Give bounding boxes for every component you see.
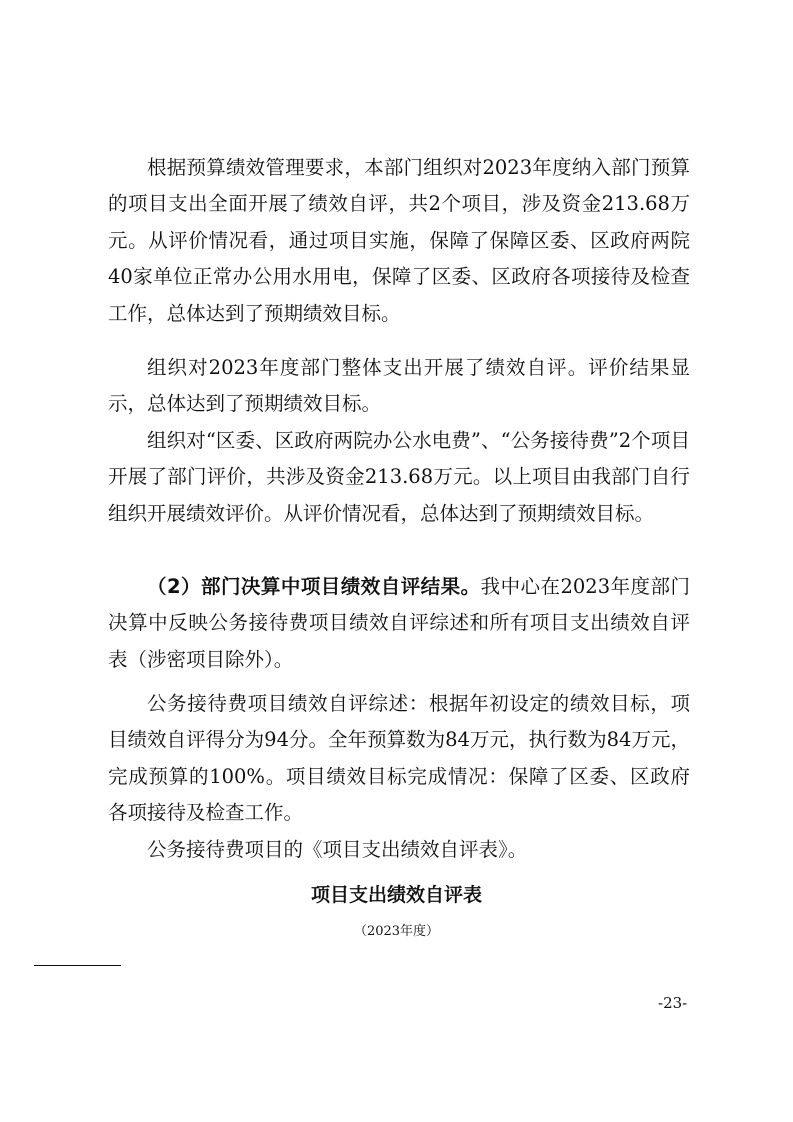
section-heading: （2）部门决算中项目绩效自评结果。: [147, 575, 481, 598]
page-number: -23-: [658, 994, 688, 1012]
table-title: 项目支出绩效自评表: [310, 884, 482, 906]
paragraph-department-evaluation: 组织对“区委、区政府两院办公水电费”、“公务接待费”2个项目开展了部门评价，共涉及资金213.68万元。以上项目由我部门自行组织开展绩效评价。从评价情况看，总体达到了预期绩效目标。: [108, 429, 690, 525]
paragraph-project-self-evaluation: 根据预算绩效管理要求，本部门组织对2023年度纳入部门预算的项目支出全面开展了绩效自评，共2个项目，涉及资金213.68万元。从评价情况看，通过项目实施，保障了保障区委、区政府两院40家单位正常办公用水用电，保障了区委、区政府各项接待及检查工作，总体达到了预期绩效目标。: [108, 156, 690, 325]
table-subtitle: （2023年度）: [353, 924, 440, 939]
paragraph-final-accounts-results: [108, 569, 690, 678]
paragraph-reception-summary: 公务接待费项目绩效自评综述：根据年初设定的绩效目标，项目绩效自评得分为94分。全年预算数为84万元，执行数为84万元，完成预算的100%。项目绩效目标完成情况：保障了区委、区政府各项接待及检查工作。: [108, 692, 690, 825]
paragraph-overall-expenditure: 组织对2023年度部门整体支出开展了绩效自评。评价结果显示，总体达到了预期绩效目标。: [108, 356, 690, 416]
paragraph-table-intro: 公务接待费项目的《项目支出绩效自评表》。: [147, 838, 528, 861]
section-text: 我中心在2023年度部门决算中反映公务接待费项目绩效自评综述和所有项目支出绩效自评表（涉密项目除外）。: [108, 575, 690, 671]
footnote-divider: [34, 965, 121, 966]
